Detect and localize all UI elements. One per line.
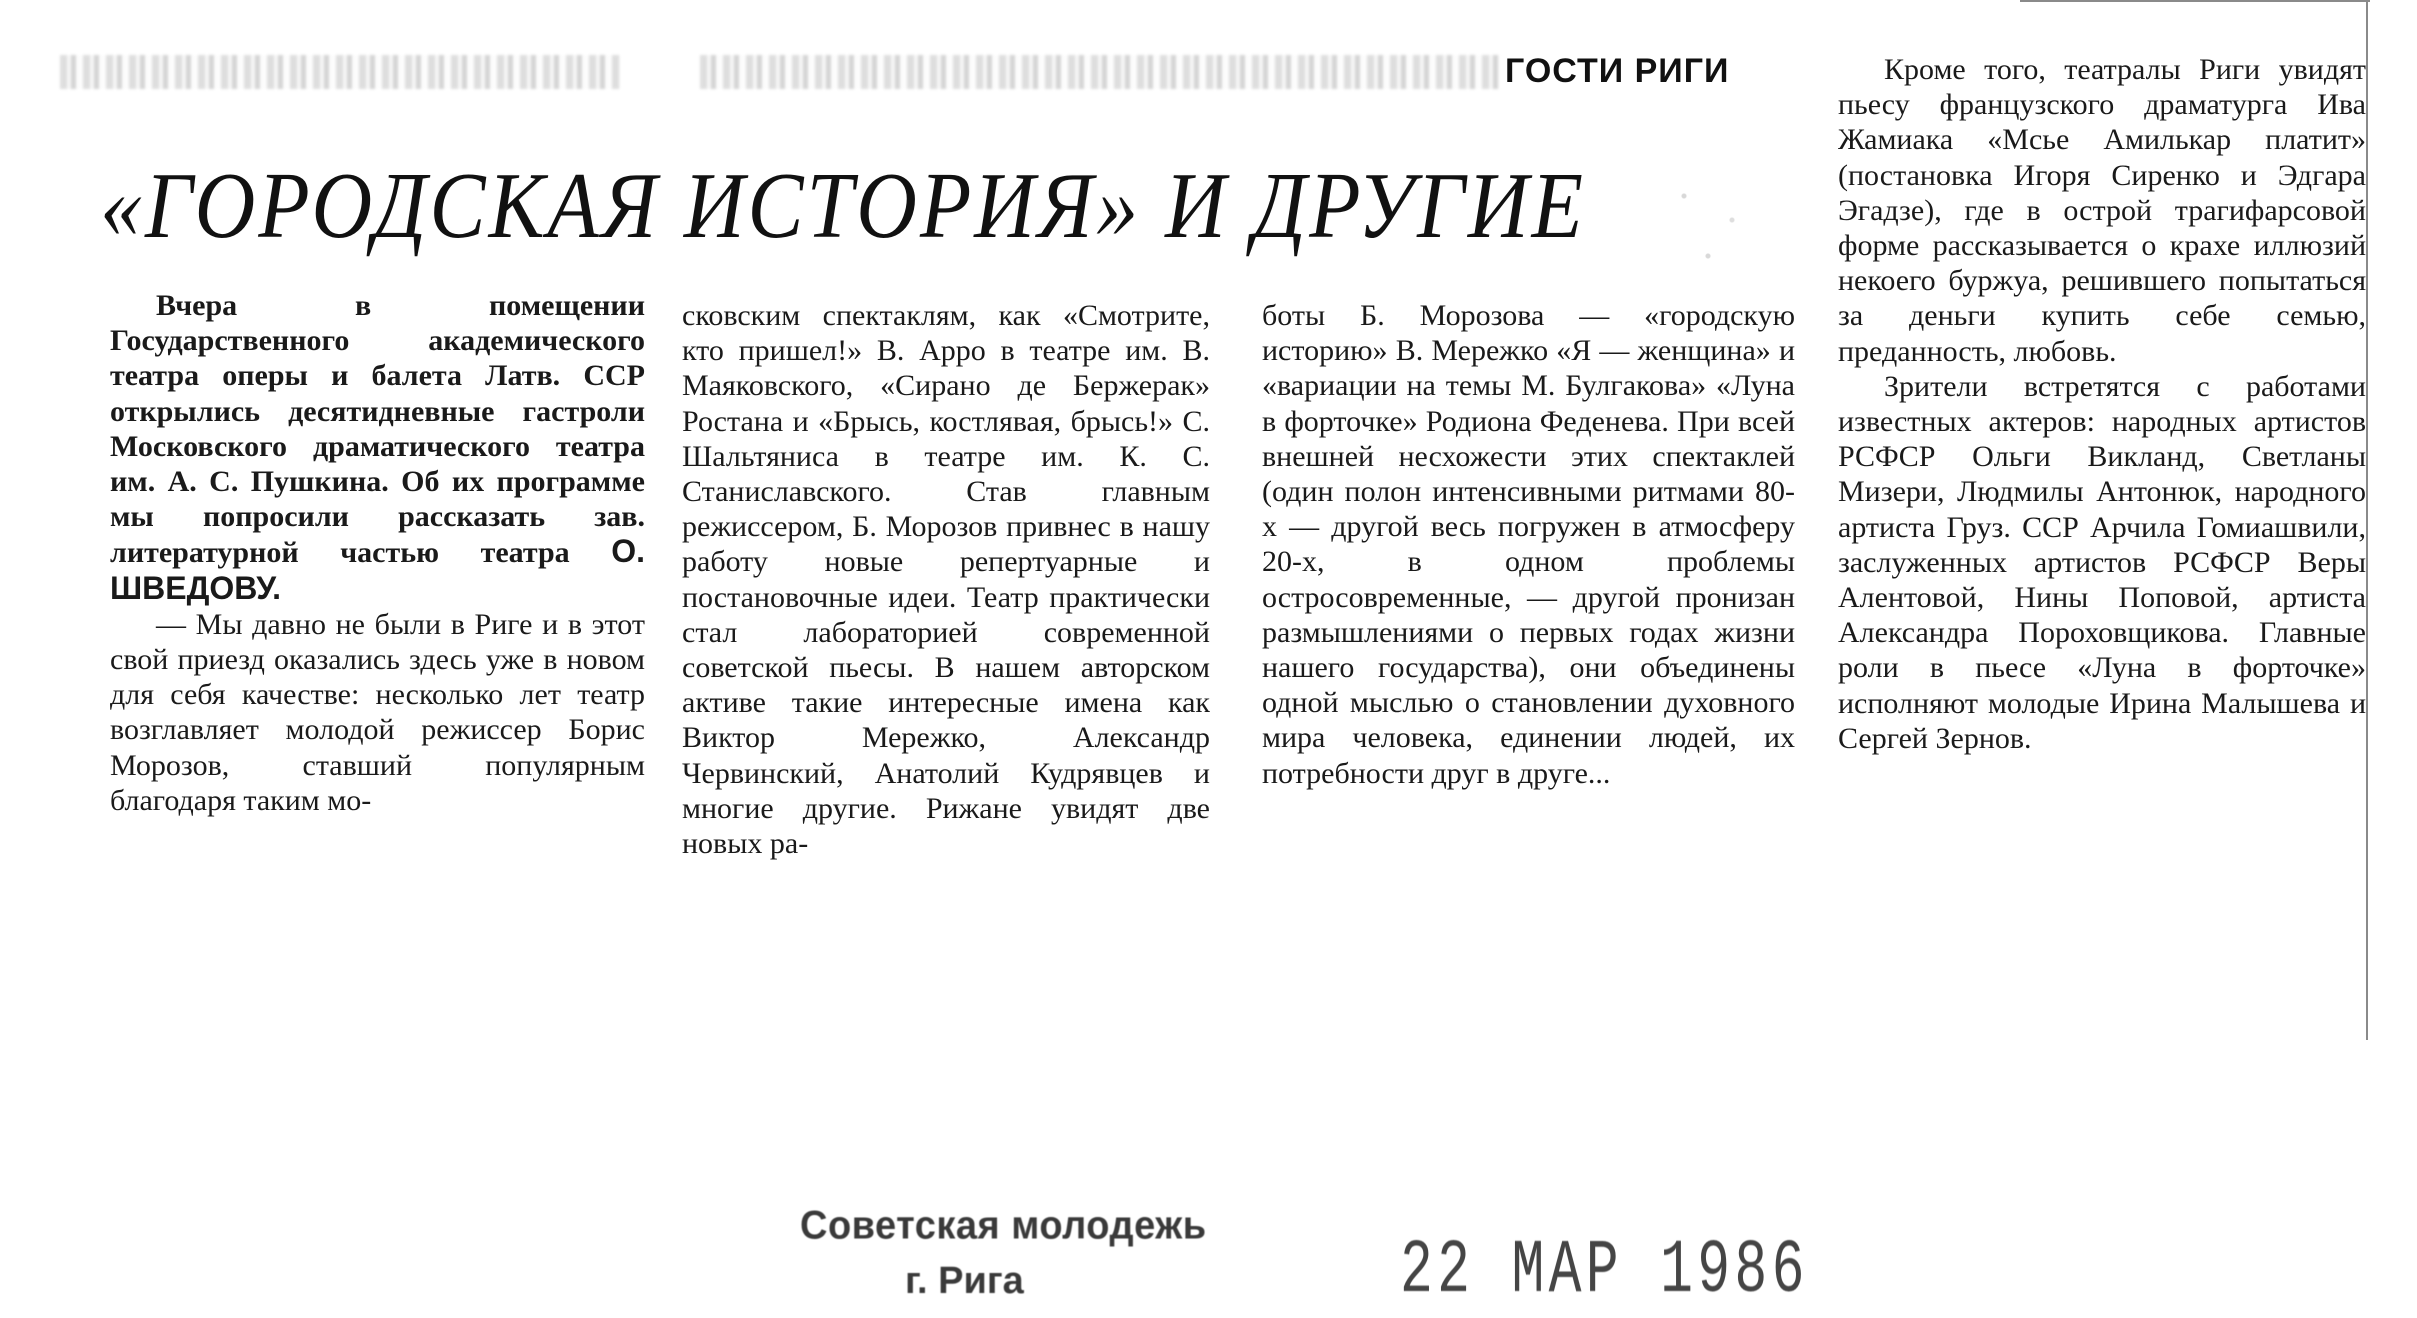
article-column-2 — [682, 298, 1210, 861]
lead-author: О. ШВЕДОВУ. — [110, 533, 645, 606]
article-headline: «ГОРОДСКАЯ ИСТОРИЯ» И ДРУГИЕ — [100, 154, 1586, 259]
bleed-through-smudge — [60, 55, 620, 89]
column-4-paragraph-1: Кроме того, театралы Риги увидят пьесу французского драматурга Ива Жамиака «Мсье Амилькар платит» (постановка Игоря Сиренко и Эдгара Эгадзе), где в острой трагифарсовой форме рассказывается о крахе иллюзий некоего буржуа, решившего попытаться за деньги купить себе семью, преданность, любовь. — [1838, 53, 2366, 368]
column-4-paragraph-2: Зрители встретятся с работами известных актеров: народных артистов РСФСР Ольги Викланд, Светланы Мизери, Людмилы Антонюк, народного артиста Груз. ССР Арчила Гомиашвили, заслуженных артистов РСФСР Веры Алентовой, Нины Поповой, артиста Александра Пороховщикова. Главные роли в пьесе «Луна в форточке» исполняют молодые Ирина Малышева и Сергей Зернов. — [1838, 369, 2366, 755]
article-lead — [110, 288, 645, 607]
bleed-through-smudge — [700, 55, 1500, 89]
article-column-1 — [110, 288, 645, 818]
lead-text: Вчера в помещении Государственного академического театра оперы и балета Латв. ССР открылись десятидневные гастроли Московского драматического театра им. А. С. Пушкина. Об их программе мы попросили рассказать зав. литературной частью театра — [110, 289, 645, 570]
column-1-body: — Мы давно не были в Риге и в этот свой приезд оказались здесь уже в новом для себя качестве: несколько лет театр возглавляет молодой режиссер Борис Морозов, ставший популярным благодаря таким мо- — [110, 607, 645, 817]
clipping-edge-top — [2020, 0, 2370, 2]
column-3-body: боты Б. Морозова — «городскую историю» В. Мережко «Я — женщина» и «вариации на темы М. Булгакова» «Луна в форточке» Родиона Феденева. При всей внешней несхожести этих спектаклей (один полон интенсивными ритмами 80-х — другой весь погружен в атмосферу 20-х, в одном проблемы остросовременные, — другой пронизан размышлениями о первых годах жизни нашего государства), они объединены одной мыслью о становлении духовного мира человека, единении людей, их потребности друг в друге... — [1262, 299, 1795, 790]
date-stamp: 22 МАР 1986 — [1400, 1228, 1809, 1314]
section-rubric: ГОСТИ РИГИ — [1505, 52, 1730, 90]
source-stamp-city: г. Рига — [905, 1260, 1024, 1302]
clipping-edge-right — [2366, 0, 2368, 1040]
article-column-4 — [1838, 52, 2366, 756]
paper-specks — [1660, 160, 1780, 280]
source-stamp-newspaper: Советская молодежь — [800, 1203, 1207, 1249]
article-column-3 — [1262, 298, 1795, 791]
column-2-body: сковским спектаклям, как «Смотрите, кто пришел!» В. Арро в театре им. В. Маяковского, «Сирано де Бержерак» Ростана и «Брысь, костлявая, брысь!» С. Шальтяниса в театре им. К. С. Станиславского. Став главным режиссером, Б. Морозов привнес в нашу работу новые репертуарные и постановочные идеи. Театр практически стал лабораторией современной советской пьесы. В нашем авторском активе такие интересные имена как Виктор Мережко, Александр Червинский, Анатолий Кудрявцев и многие другие. Рижане увидят две новых ра- — [682, 299, 1210, 861]
